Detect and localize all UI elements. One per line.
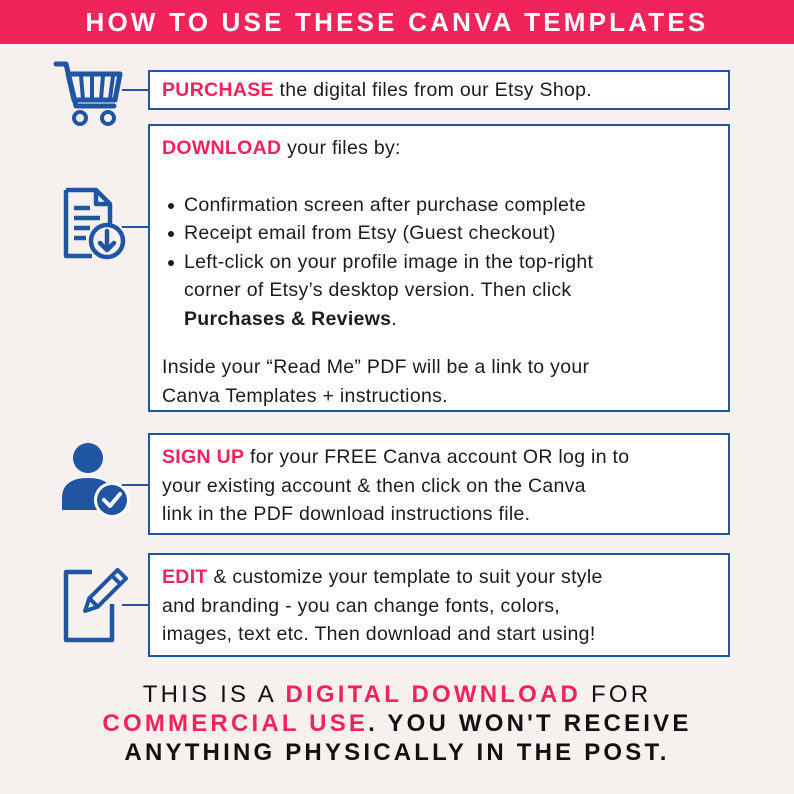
step-purchase: [148, 70, 730, 110]
download-note-line2: Canva Templates + instructions.: [162, 384, 448, 407]
file-download-icon: [62, 186, 128, 262]
digital-download-notice: [0, 680, 794, 767]
download-intro: [162, 134, 718, 163]
download-text: your files by:: [281, 137, 401, 159]
step-signup: [148, 433, 730, 535]
step-download: [148, 124, 730, 412]
signup-line1: for your FREE Canva account OR log in to: [244, 446, 630, 468]
bullet3-end: .: [391, 307, 398, 330]
footer-l1-c: FOR: [581, 681, 652, 708]
purchase-text: the digital files from our Etsy Shop.: [273, 79, 592, 101]
connector-line: [122, 604, 148, 606]
signup-keyword: SIGN UP: [162, 446, 245, 468]
connector-line: [122, 484, 148, 486]
connector-line: [122, 89, 148, 91]
list-item: Confirmation screen after purchase complete: [162, 191, 718, 220]
edit-line1: & customize your template to suit your style: [207, 566, 603, 588]
page-title: HOW TO USE THESE CANVA TEMPLATES: [0, 0, 794, 44]
edit-keyword: EDIT: [162, 566, 208, 588]
footer-l1-a: THIS IS A: [142, 681, 286, 708]
footer-commercial-use: COMMERCIAL USE: [102, 710, 369, 737]
purchases-reviews-label: Purchases & Reviews: [184, 307, 392, 330]
bullet3-line1: Left-click on your profile image in the top-right: [184, 250, 594, 273]
download-keyword: DOWNLOAD: [162, 137, 282, 159]
purchase-keyword: PURCHASE: [162, 79, 274, 101]
footer-l3: ANYTHING PHYSICALLY IN THE POST.: [124, 739, 670, 766]
step-edit: [148, 553, 730, 657]
download-methods-list: [162, 191, 718, 334]
footer-l2-b: . YOU WON'T RECEIVE: [368, 710, 692, 737]
signup-line3: link in the PDF download instructions file.: [162, 503, 531, 525]
edit-line3: images, text etc. Then download and start using!: [162, 623, 596, 645]
shopping-cart-icon: [52, 56, 126, 130]
list-item: Receipt email from Etsy (Guest checkout): [162, 219, 718, 248]
bullet3-line2: corner of Etsy’s desktop version. Then click: [184, 279, 572, 301]
edit-pencil-icon: [62, 564, 128, 646]
connector-line: [122, 226, 148, 228]
download-note-line1: Inside your “Read Me” PDF will be a link to your: [162, 356, 590, 378]
signup-line2: your existing account & then click on the Canva: [162, 474, 586, 497]
user-check-icon: [60, 440, 132, 520]
list-item: [162, 248, 718, 334]
edit-line2: and branding - you can change fonts, colors,: [162, 594, 561, 617]
footer-digital-download: DIGITAL DOWNLOAD: [285, 681, 582, 708]
